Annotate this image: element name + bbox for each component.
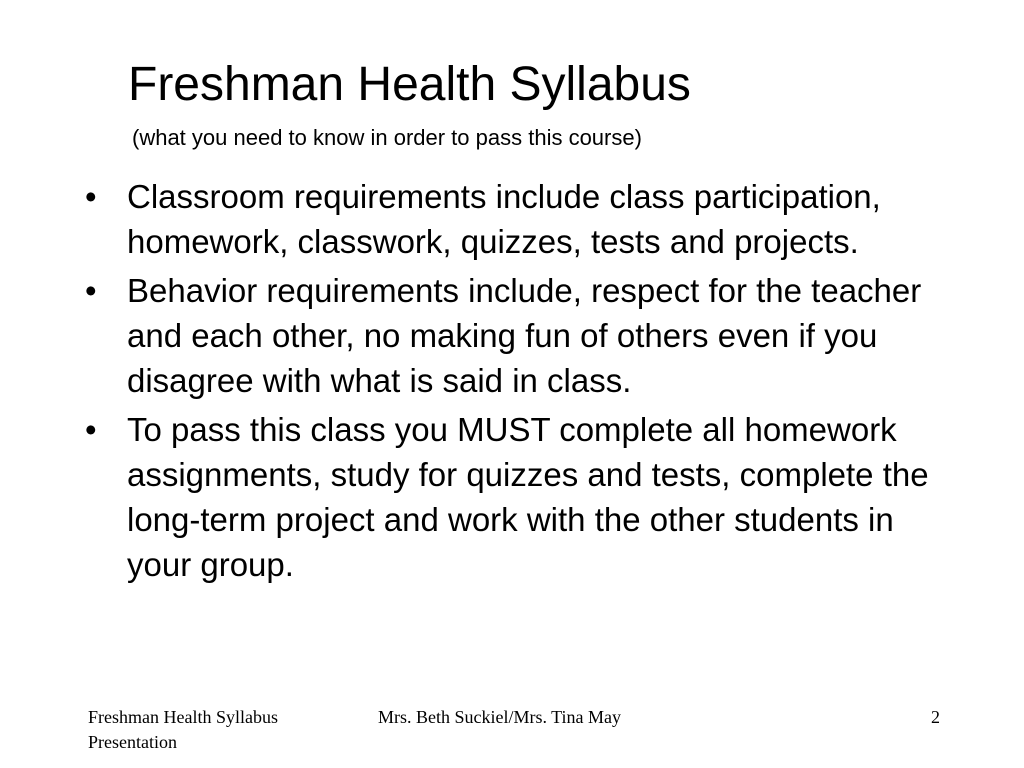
bullet-item [82,407,942,587]
bullet-item [82,268,942,403]
bullet-icon: • [85,178,97,215]
bullet-text: Classroom requirements include class participation, homework, classwork, quizzes, tests and projects. [127,178,881,260]
page-number: 2 [931,707,940,727]
footer-left-text: Freshman Health Syllabus Presentation [88,707,278,752]
bullet-list [82,174,942,591]
slide-title: Freshman Health Syllabus [128,58,691,111]
bullet-icon: • [85,272,97,309]
bullet-item [82,174,942,264]
footer-authors: Mrs. Beth Suckiel/Mrs. Tina May [378,707,622,727]
bullet-icon: • [85,411,97,448]
bullet-text: To pass this class you MUST complete all homework assignments, study for quizzes and tests, complete the long-term project and work with the other students in your group. [127,411,929,583]
slide-subtitle: (what you need to know in order to pass this course) [132,125,642,150]
bullet-text: Behavior requirements include, respect for the teacher and each other, no making fun of others even if you disagree with what is said in class. [127,272,922,399]
